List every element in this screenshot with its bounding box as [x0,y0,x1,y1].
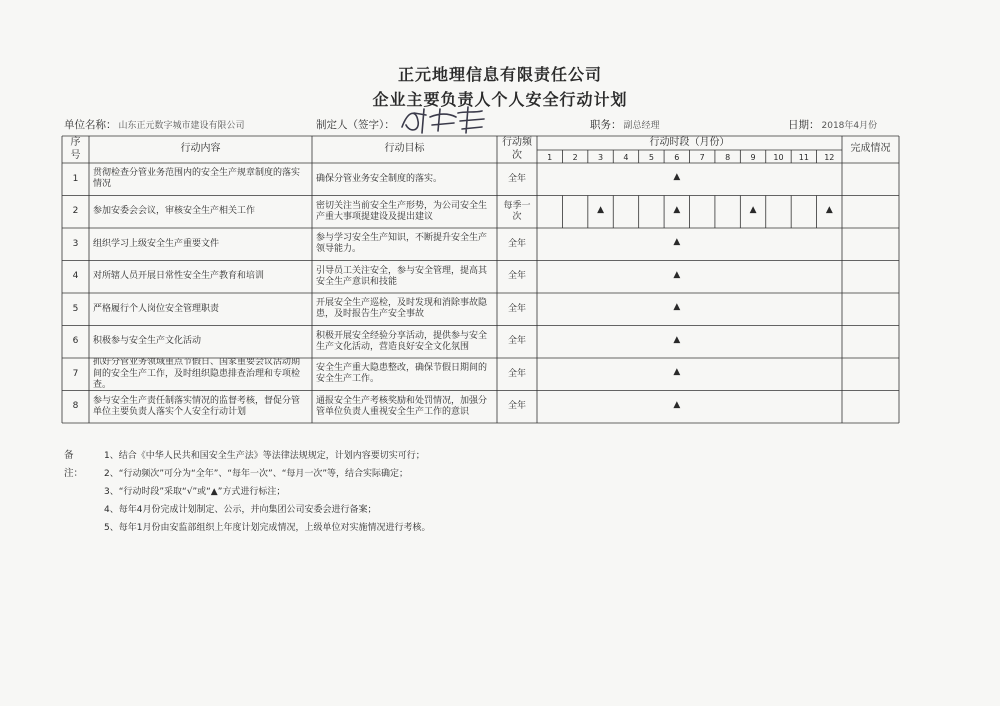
month-label: 1 [547,153,553,162]
row-frequency: 全年 [507,336,526,347]
month-label: 5 [648,153,654,162]
row-goal: 确保分管业务安全制度的落实。 [316,173,443,184]
company-name: 正元地理信息有限责任公司 [397,65,602,84]
schedule-mark-icon: ▲ [673,204,681,215]
schedule-mark-icon: ▲ [749,204,757,215]
row-status [842,228,899,261]
row-content: 积极参与安全生产文化活动 [93,336,202,347]
note-item: 5、每年1月份由安监部组织上年度计划完成情况，上级单位对实施情况进行考核。 [104,523,431,533]
row-goal: 安全生产重大隐患整改，确保节假日期间的安全生产工作。 [316,363,488,385]
row-seq: 7 [72,368,79,379]
month-label: 7 [699,153,705,162]
date-label: 日期： [788,119,820,131]
schedule-mark-icon: ▲ [673,399,681,410]
header-frequency: 行动频次 [502,137,532,161]
row-frequency: 全年 [507,173,526,184]
row-seq: 5 [72,303,79,314]
row-status [842,261,899,294]
schedule-mark-icon: ▲ [673,172,681,183]
row-content: 贯彻检查分管业务范围内的安全生产规章制度的落实情况 [93,168,301,190]
position-value: 副总经理 [623,121,660,131]
row-goal: 积极开展安全经验分享活动，提供参与安全生产文化活动，营造良好安全文化氛围 [316,330,488,352]
row-content: 组织学习上级安全生产重要文件 [93,238,220,249]
header-period: 行动时段（月份） [649,136,730,148]
row-frequency: 每季一次 [503,200,531,222]
schedule-mark-icon: ▲ [673,367,681,378]
row-content: 严格履行个人岗位安全管理职责 [93,303,220,314]
month-label: 4 [623,153,629,162]
unit-value: 山东正元数字城市建设有限公司 [118,121,245,131]
row-seq: 4 [72,271,79,282]
month-label: 2 [572,153,578,162]
note-item: 4、每年4月份完成计划制定、公示，并向集团公司安委会进行备案； [104,505,377,515]
row-goal: 引导员工关注安全，参与安全管理，提高其安全生产意识和技能 [316,265,488,287]
note-item: 2、“行动频次”可分为“全年”、“每年一次”、“每月一次”等，结合实际确定； [104,469,409,479]
month-label: 6 [674,153,680,162]
row-seq: 6 [72,336,79,347]
row-content: 参与安全生产责任制落实情况的监督考核，督促分管单位主要负责人落实个人安全行动计划 [93,395,301,417]
schedule-mark-icon: ▲ [673,302,681,313]
row-frequency: 全年 [507,368,526,379]
row-status [842,163,899,196]
row-goal: 参与学习安全生产知识，不断提升安全生产领导能力。 [316,233,488,255]
header-seq: 序号 [70,137,81,161]
date-value: 2018年4月份 [821,121,878,131]
row-seq: 2 [72,206,79,217]
row-content: 对所辖人员开展日常性安全生产教育和培训 [93,271,265,282]
header-status: 完成情况 [850,143,891,155]
row-frequency: 全年 [507,401,526,412]
unit-label: 单位名称： [64,119,117,131]
month-label: 10 [773,153,784,162]
notes-label: 备注： [64,450,84,479]
note-item: 1、结合《中华人民共和国安全生产法》等法律法规规定，计划内容要切实可行； [104,451,425,461]
row-goal: 开展安全生产巡检，及时发现和消除事故隐患，及时报告生产安全事故 [316,298,488,320]
row-seq: 8 [72,401,79,412]
row-content: 参加安委会会议，审核安全生产相关工作 [93,206,256,217]
author-label: 制定人（签字）： [316,119,395,131]
month-label: 9 [750,153,756,162]
schedule-mark-icon: ▲ [825,204,833,215]
header-goal: 行动目标 [384,143,425,155]
month-label: 8 [725,153,731,162]
row-status [842,391,899,424]
row-seq: 3 [72,238,79,249]
row-frequency: 全年 [507,303,526,314]
row-frequency: 全年 [507,271,526,282]
document-title: 企业主要负责人个人安全行动计划 [372,90,628,109]
schedule-mark-icon: ▲ [597,204,604,215]
header-content: 行动内容 [180,143,221,155]
month-label: 3 [597,153,604,162]
row-status [842,358,899,391]
schedule-mark-icon: ▲ [673,269,681,280]
schedule-mark-icon: ▲ [673,334,681,345]
row-goal: 密切关注当前安全生产形势，为公司安全生产重大事项提建设及提出建议 [316,200,488,222]
row-status [842,326,899,359]
schedule-mark-icon: ▲ [673,237,681,248]
row-frequency: 全年 [507,238,526,249]
row-status [842,293,899,326]
position-label: 职务： [590,119,622,131]
row-goal: 通报安全生产考核奖励和处罚情况，加强分管单位负责人重视安全生产工作的意识 [316,395,488,417]
month-label: 12 [824,153,835,162]
row-content: 抓好分管业务领域重点节假日、国家重要会议活动期间的安全生产工作，及时组织隐患排查治理和专项检查。 [93,358,301,390]
row-status [842,196,899,229]
month-label: 11 [798,153,809,162]
note-item: 3、“行动时段”采取“√”或“▲”方式进行标注； [104,487,286,497]
row-seq: 1 [72,173,79,184]
